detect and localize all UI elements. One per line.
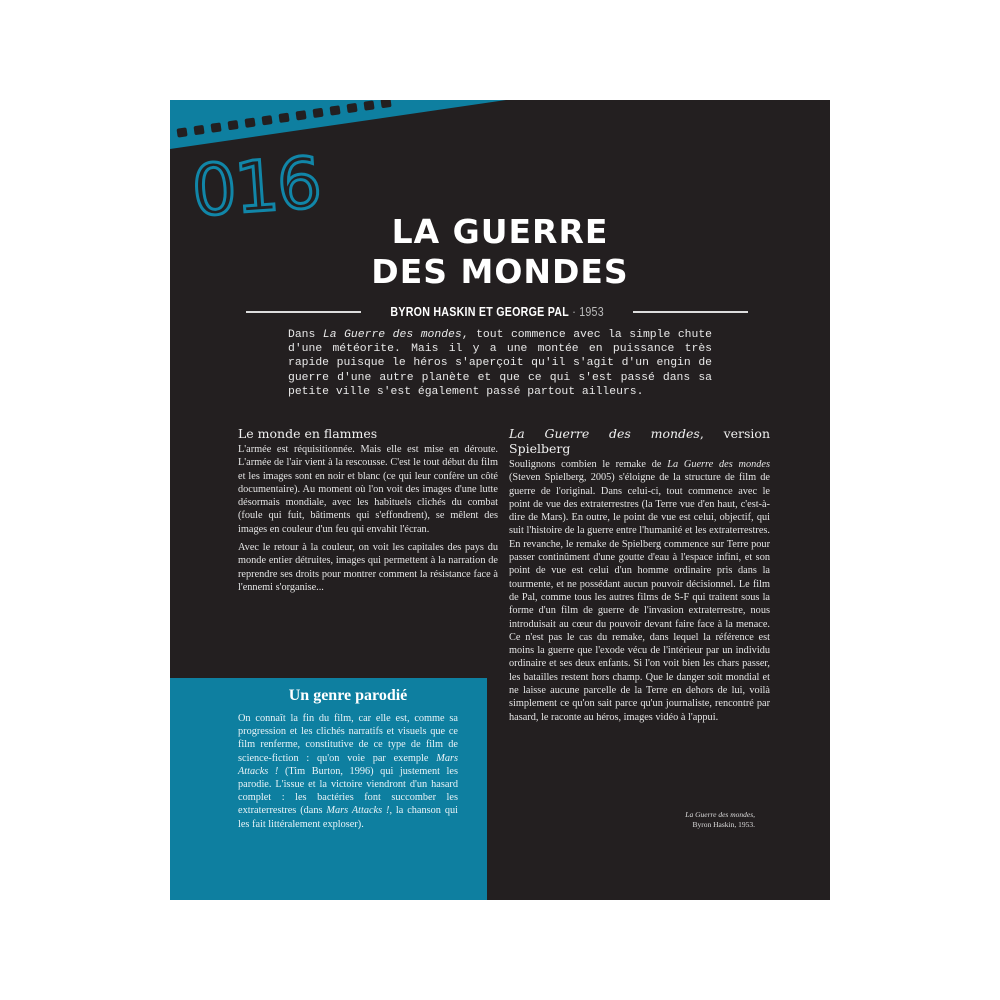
film-sprocket-hole (363, 100, 374, 110)
heading-film-title: La Guerre des mondes (509, 426, 700, 441)
paragraph: L'armée est réquisitionnée. Mais elle est mise en déroute. L'armée de l'air vient à la rescousse. C'est le tout début du film et les images sont en noir et blanc (ce qui leur confère un côté documentaire). Au moment où l'on voit des images d'une lutte désormais mondiale, avec les habituels clichés du combat (foule qui fuit, bâtiments qui s'effondrent), se mêlent des images en couleur d'un feu qui envahit l'écran. (238, 444, 498, 535)
image-caption (685, 810, 755, 830)
film-sprocket-hole (227, 120, 238, 130)
film-sprocket-hole (193, 125, 204, 135)
title-line-2: DES MONDES (371, 252, 629, 291)
intro-paragraph (288, 328, 712, 399)
book-page (170, 100, 830, 900)
intro-text: , tout commence avec la simple chute d'une météorite. Mais il y a une montée en puissance très rapide puisque le héros s'aperçoit qu'il s'agit d'un engin de guerre d'une autre planète et que ce qui s'est passé dans sa petite ville s'est également passé partout ailleurs. (288, 329, 713, 398)
caption-text: Byron Haskin, 1953. (692, 820, 755, 829)
byline (246, 304, 748, 319)
film-sprocket-hole (295, 110, 306, 120)
caption-film-title: La Guerre des mondes, (685, 810, 755, 819)
box-paragraph (238, 712, 458, 831)
paragraph: Avec le retour à la couleur, on voit les capitales des pays du monde entier détruites, images qui permettent à la narration de reprendre ses droits pour montrer comment la résistance face à l'ennemi s'organise... (238, 542, 498, 593)
film-sprocket-hole (176, 127, 187, 137)
sidebar-box (170, 678, 487, 900)
text: , la chanson qui les fait littéralement exploser). (238, 805, 458, 830)
film-sprocket-hole (210, 122, 221, 132)
text: Soulignons combien le remake de (509, 459, 668, 470)
text: (Steven Spielberg, 2005) s'éloigne de la structure de film de guerre de l'original. Dans celui-ci, tout commence avec le point de vue des extraterrestres (la Terre vue d'en haut, c'est-à-dire de Mars). En outre, le point de vue est celui, objectif, qui suit l'histoire de la guerre entre l'humanité et les extraterrestres. En revanche, le remake de Spielberg commence sur Terre pour passer continûment d'une goutte d'eau à l'espace infini, et son point de vue est celui d'un homme ordinaire pris dans la tourmente, et ne possédant aucun pouvoir décisionnel. Le film de Pal, comme tous les autres films de S-F qui traitent sous la forme d'un film de guerre de l'invasion extraterrestre, nous introduisait au cœur du pouvoir devant faire face à la menace. Ce n'est pas le cas du remake, dans lequel la référence est moins la guerre que l'exode vécu de l'intérieur par un individu ordinaire et ses deux enfants. Si l'on voit bien les chars passer, les batailles restent hors champ. Que le danger soit mondial et ne laisse aucune parcelle de la Terre en dehors de lui, voilà simplement ce qu'on sait parce qu'un journaliste, rencontré par hasard, le raconte au héros, images vidéo à l'appui. (509, 472, 770, 723)
divider (633, 311, 748, 313)
title-line-1: LA GUERRE (391, 212, 609, 251)
left-column (238, 426, 498, 599)
film-sprocket-hole (312, 108, 323, 118)
film-title: Mars Attacks ! (326, 805, 390, 817)
film-title: Mars Attacks ! (238, 752, 458, 777)
film-sprocket-hole (380, 100, 391, 108)
film-sprocket-hole (346, 103, 357, 113)
film-sprocket-hole (261, 115, 272, 125)
film-title: La Guerre des mondes (667, 459, 771, 470)
divider (246, 311, 361, 313)
box-heading: Un genre parodié (288, 687, 408, 704)
film-sprocket-hole (329, 105, 340, 115)
film-sprocket-hole (278, 113, 289, 123)
intro-text: Dans (288, 329, 323, 341)
heading-text: , version Spielberg (509, 426, 771, 456)
separator: · (568, 304, 580, 319)
year: 1953 (579, 304, 604, 319)
page-title (170, 212, 830, 292)
section-heading: Le monde en flammes (238, 426, 378, 441)
section-heading (509, 426, 770, 456)
film-sprocket-hole (244, 118, 255, 128)
entry-number: 016 (189, 141, 323, 233)
paragraph (509, 458, 770, 724)
text: (Tim Burton, 1996) qui justement les parodie. L'issue et la victoire viendront d'un hasard complet : les bactéries font succomber les extraterrestres (dans (238, 765, 458, 817)
text: On connaît la fin du film, car elle est, comme sa progression et les clichés narratifs et visuels que ce film renferme, constitutive de ce type de film de science-fiction : qu'on voie par exemple (238, 713, 458, 764)
directors: BYRON HASKIN ET GEORGE PAL (390, 304, 569, 319)
intro-film-title: La Guerre des mondes (322, 329, 462, 341)
right-column (509, 426, 770, 729)
